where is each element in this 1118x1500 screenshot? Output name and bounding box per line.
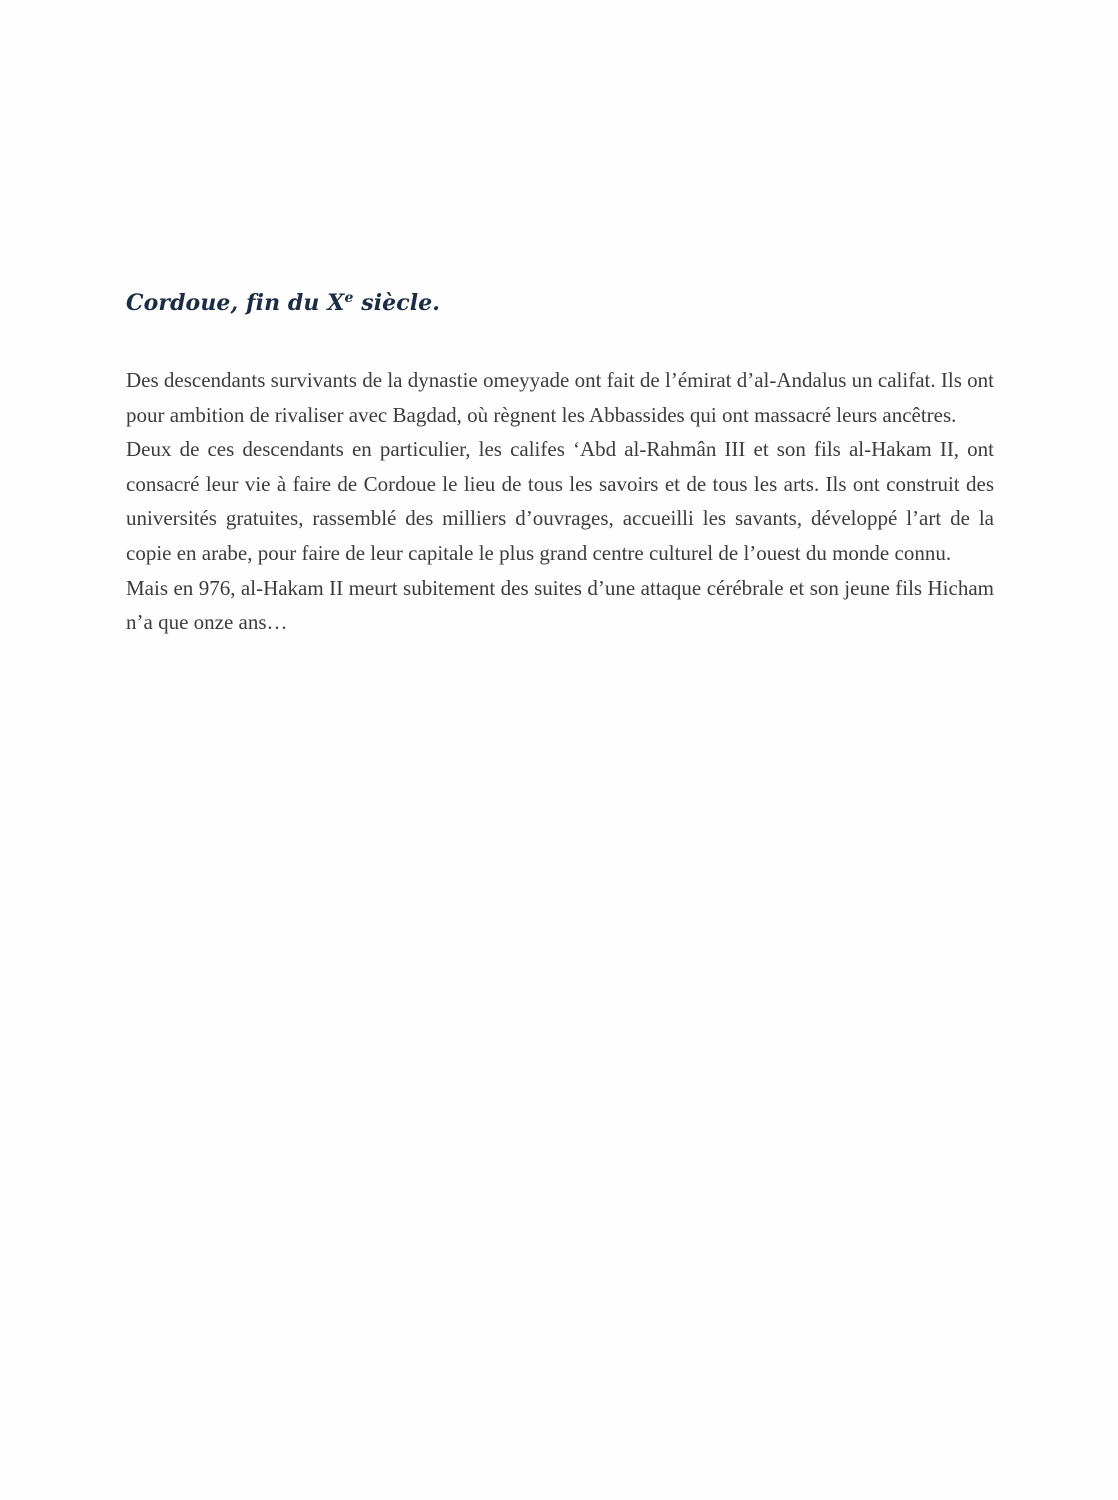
paragraph: Des descendants survivants de la dynastie omeyyade ont fait de l’émirat d’al-Andalus un califat. Ils ont pour ambition de rivaliser avec Bagdad, où règnent les Abbassides qui ont massacré leurs ancêtres. — [126, 368, 994, 427]
paragraph: Deux de ces descendants en particulier, les califes ‘Abd al-Rahmân III et son fils al-Hakam II, ont consacré leur vie à faire de Cordoue le lieu de tous les savoirs et de tous les arts. Ils ont construit des universités gratuites, rassemblé des milliers d’ouvrages, accueilli les savants, développé l’art de la copie en arabe, pour faire de leur capitale le plus grand centre culturel de l’ouest du monde connu. — [126, 437, 994, 565]
heading-superscript: e — [344, 290, 354, 306]
paragraph: Mais en 976, al-Hakam II meurt subitement des suites d’une attaque cérébrale et son jeune fils Hicham n’a que onze ans… — [126, 575, 994, 635]
body-text — [126, 363, 994, 640]
heading-suffix: siècle. — [353, 290, 441, 316]
page-content — [126, 283, 994, 640]
heading-prefix: Cordoue, fin du X — [126, 290, 345, 316]
chapter-heading — [126, 283, 994, 323]
